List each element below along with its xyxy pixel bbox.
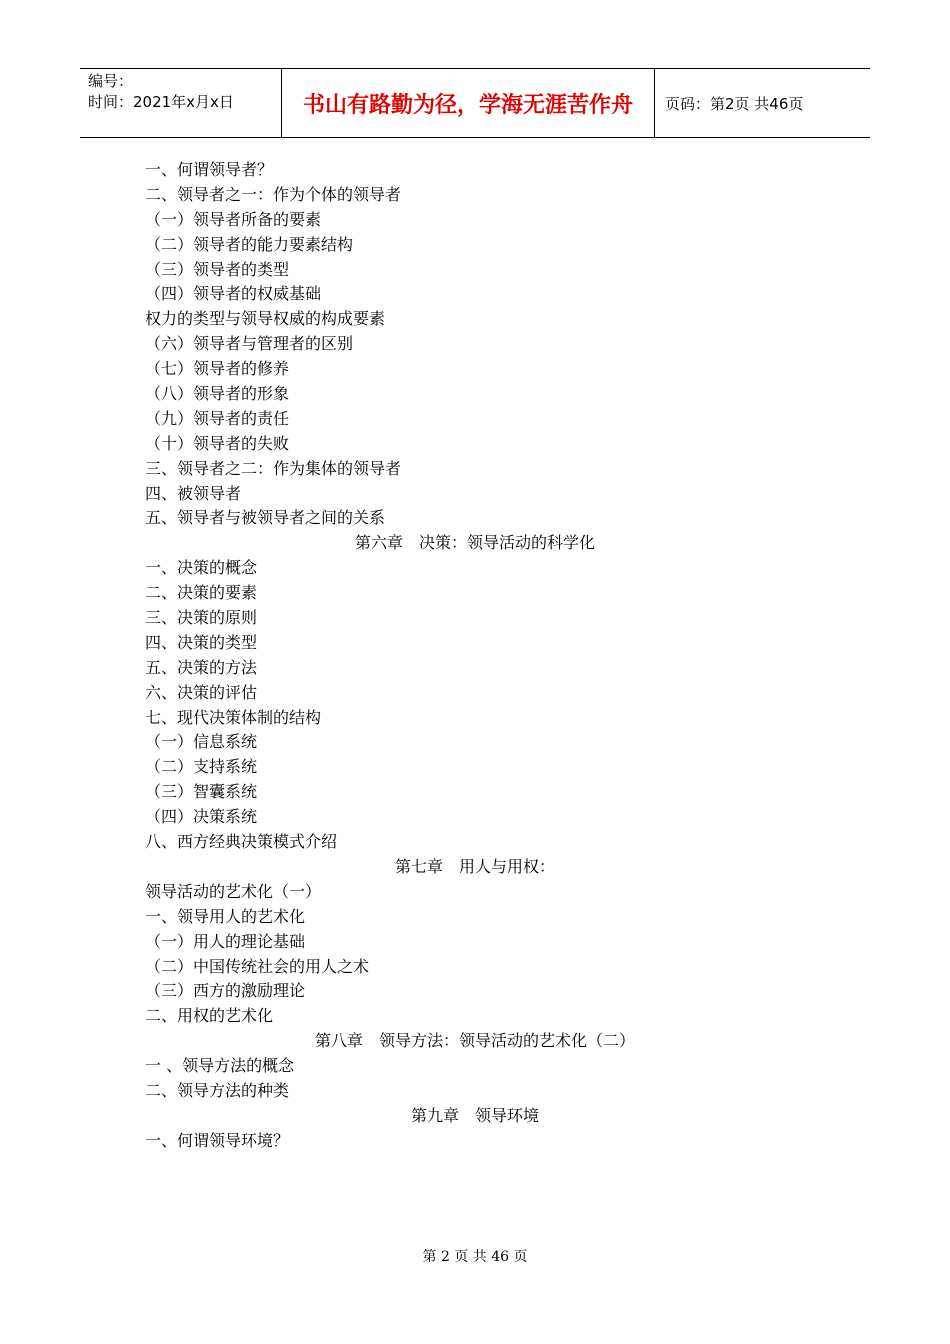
- outline-item: 二、领导方法的种类: [145, 1080, 290, 1100]
- outline-item: （二）领导者的能力要素结构: [145, 234, 354, 254]
- outline-item: （四）领导者的权威基础: [145, 284, 322, 304]
- outline-item: 八、西方经典决策模式介绍: [145, 832, 338, 852]
- outline-item: 五、决策的方法: [145, 657, 258, 677]
- outline-item: 二、用权的艺术化: [145, 1006, 274, 1026]
- header-meta-cell: [80, 69, 282, 137]
- outline-item: （二）支持系统: [145, 757, 258, 777]
- time-label: 时间：2021年x月x日: [88, 93, 234, 111]
- header-motto-cell: [282, 69, 655, 137]
- outline-item: 五、领导者与被领导者之间的关系: [145, 508, 386, 528]
- outline-item: （二）中国传统社会的用人之术: [145, 956, 370, 976]
- outline-item: （一）领导者所备的要素: [145, 209, 322, 229]
- outline-item: （三）领导者的类型: [145, 259, 290, 279]
- page-info: 页码：第2页 共46页: [665, 94, 804, 113]
- chapter-heading: 第八章 领导方法：领导活动的艺术化（二）: [314, 1031, 635, 1051]
- outline-item: 一、何谓领导环境？: [145, 1130, 290, 1150]
- number-label: 编号：: [88, 72, 134, 90]
- page-header: [80, 68, 870, 138]
- outline-item: （三）智囊系统: [145, 782, 258, 802]
- outline-item: 权力的类型与领导权威的构成要素: [145, 309, 386, 329]
- motto-text: 书山有路勤为径，学海无涯苦作舟: [302, 92, 633, 118]
- outline-item: 二、领导者之一：作为个体的领导者: [145, 184, 402, 204]
- outline-item: （三）西方的激励理论: [145, 981, 306, 1001]
- outline-item: 三、决策的原则: [145, 608, 258, 628]
- outline-item: （九）领导者的责任: [145, 408, 290, 428]
- outline-item: 一、领导用人的艺术化: [145, 906, 306, 926]
- chapter-heading: 第九章 领导环境: [410, 1105, 539, 1125]
- chapter-heading: 第六章 决策：领导活动的科学化: [354, 533, 595, 553]
- outline-item: 四、被领导者: [145, 483, 242, 503]
- page-footer: [0, 1246, 950, 1266]
- outline-item: （七）领导者的修养: [145, 359, 290, 379]
- outline-item: 领导活动的艺术化（一）: [145, 881, 322, 901]
- outline-item: （六）领导者与管理者的区别: [145, 334, 354, 354]
- footer-page-number: 第 2 页 共 46 页: [422, 1249, 528, 1265]
- outline-item: 六、决策的评估: [145, 682, 258, 702]
- outline-item: （四）决策系统: [145, 807, 258, 827]
- outline-item: 二、决策的要素: [145, 583, 258, 603]
- outline-item: （八）领导者的形象: [145, 384, 290, 404]
- outline-item: （十）领导者的失败: [145, 433, 290, 453]
- outline-item: 一、决策的概念: [145, 558, 258, 578]
- outline-item: 三、领导者之二：作为集体的领导者: [145, 458, 402, 478]
- document-body: [145, 158, 805, 1154]
- chapter-heading: 第七章 用人与用权：: [394, 856, 555, 876]
- outline-item: （一）信息系统: [145, 732, 258, 752]
- outline-item: （一）用人的理论基础: [145, 931, 306, 951]
- outline-item: 一、何谓领导者？: [145, 160, 274, 179]
- outline-item: 七、现代决策体制的结构: [145, 707, 322, 727]
- outline-item: 四、决策的类型: [145, 632, 258, 652]
- header-page-cell: [655, 69, 870, 137]
- outline-item: 一 、领导方法的概念: [145, 1056, 295, 1076]
